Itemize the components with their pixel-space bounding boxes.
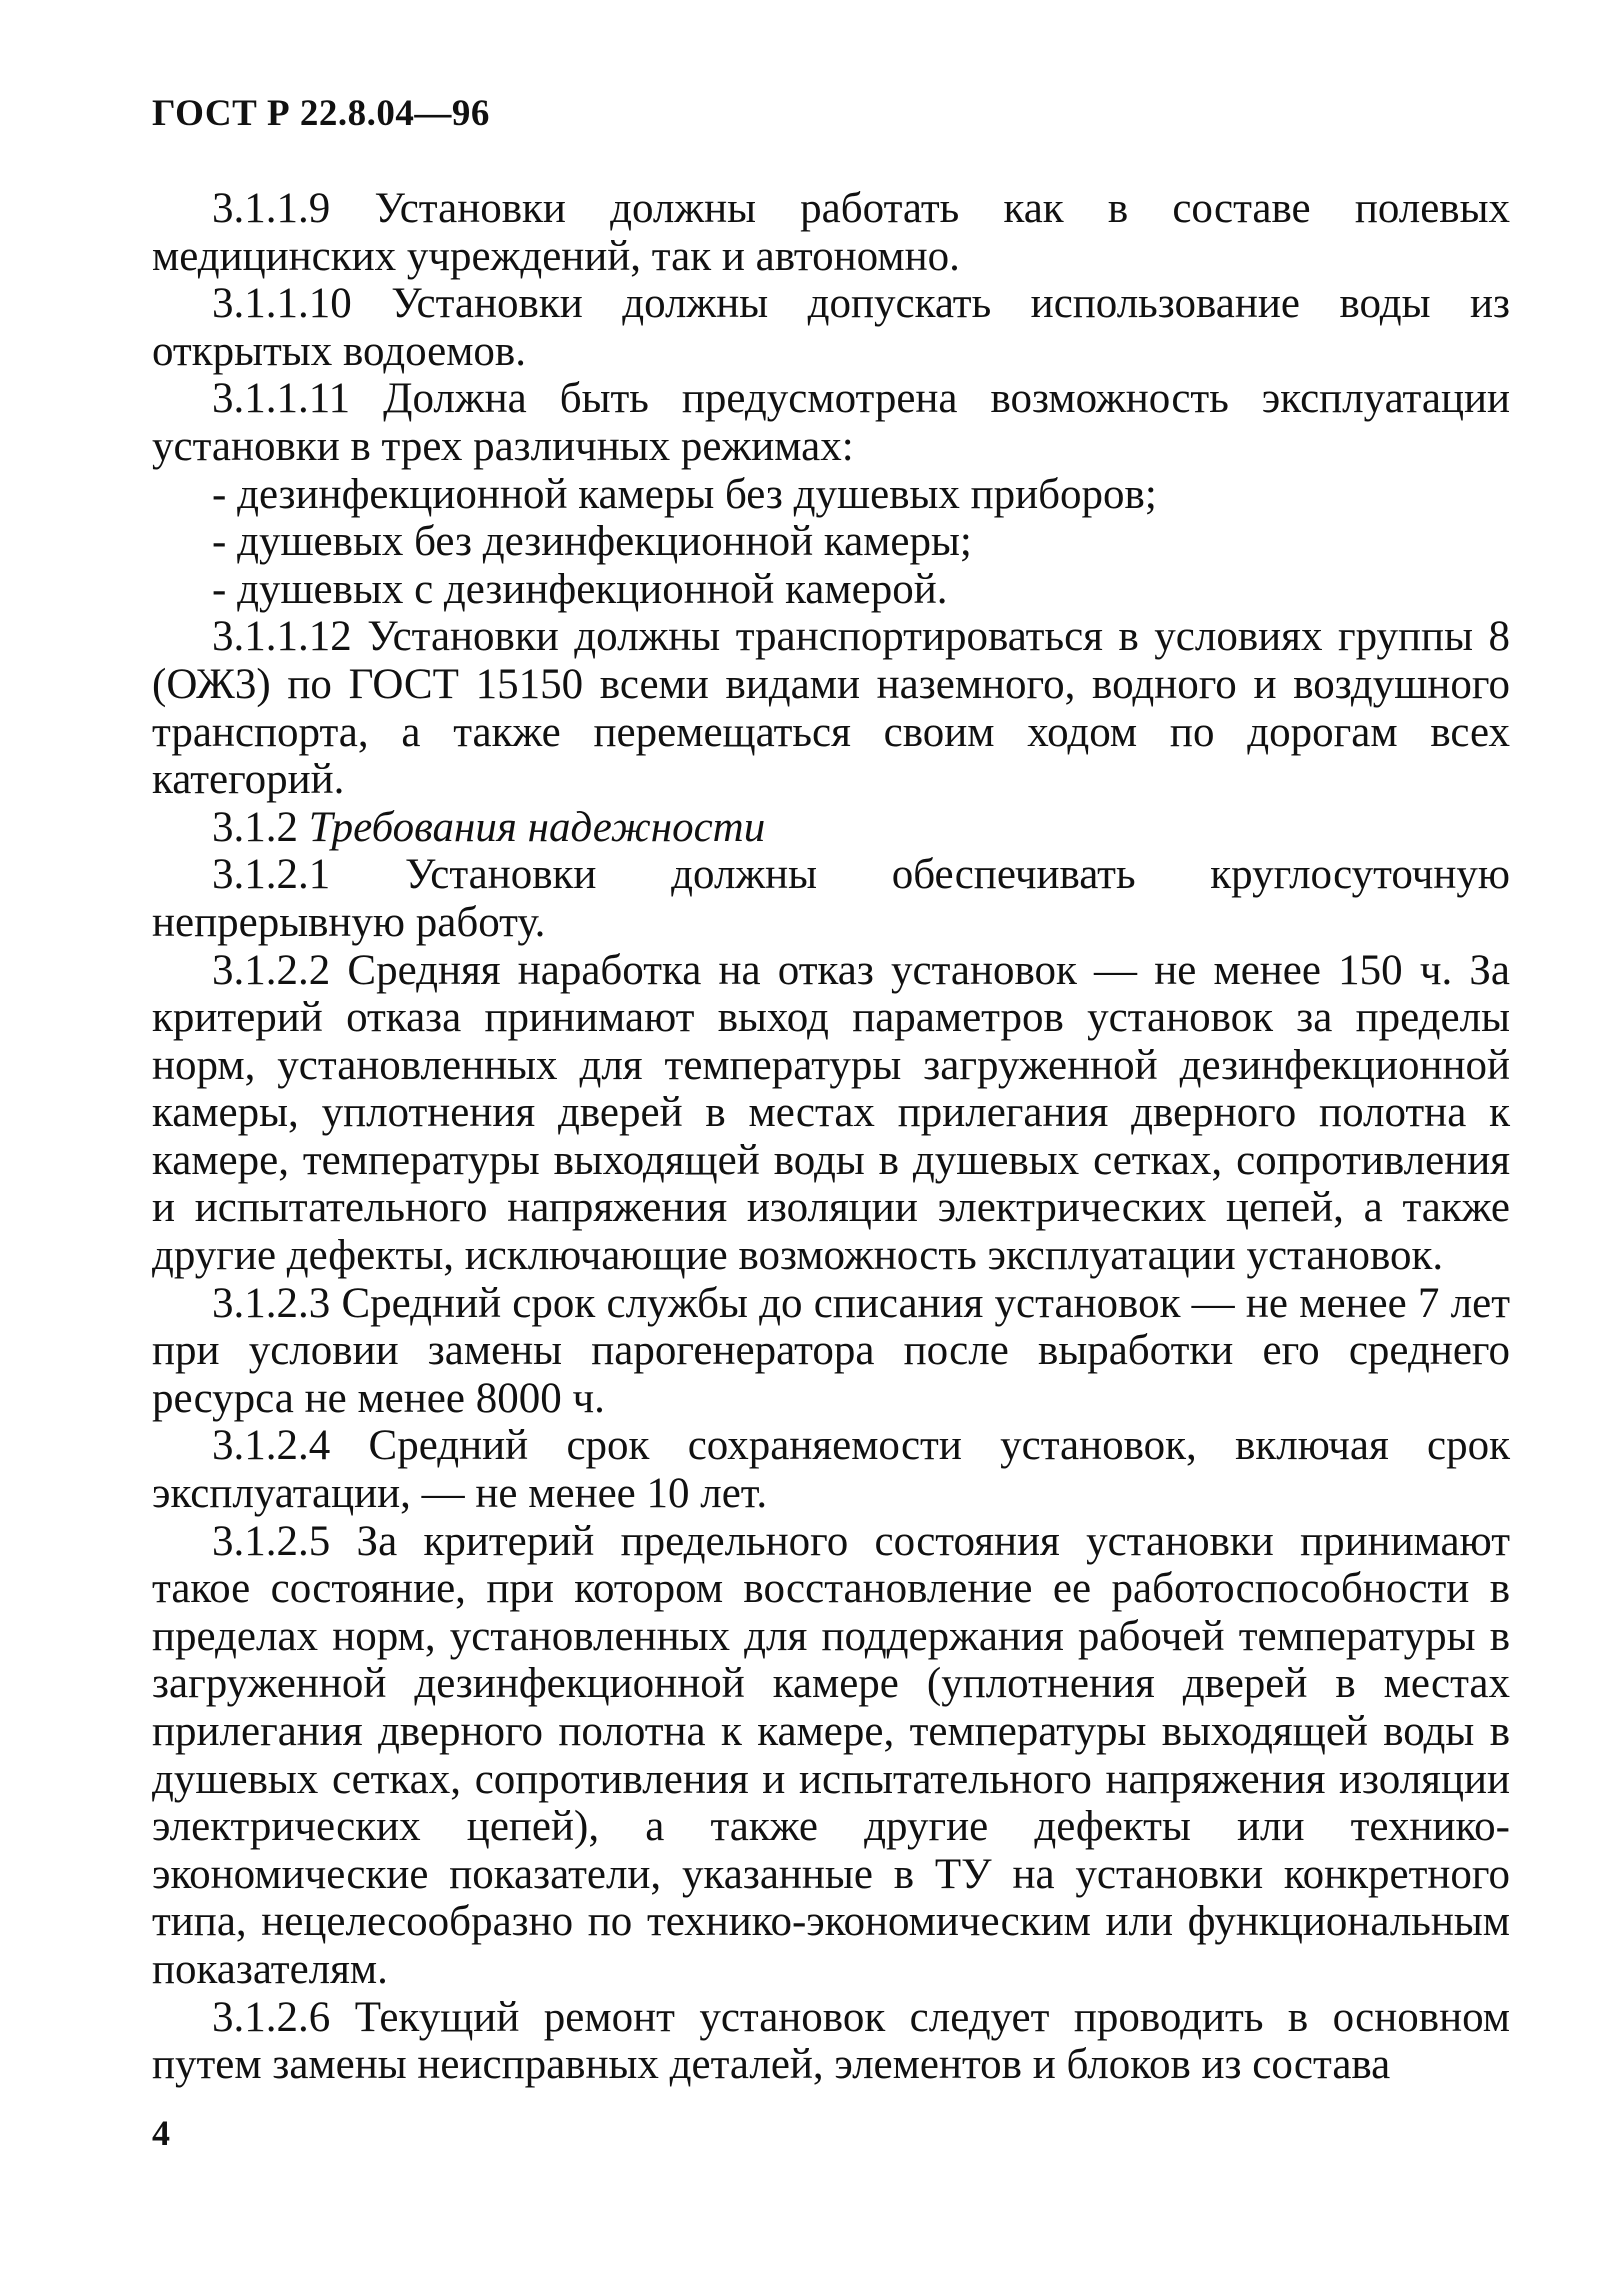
document-header: ГОСТ Р 22.8.04—96 [152, 93, 490, 134]
page-number: 4 [152, 2113, 170, 2153]
paragraph-3-1-1-9: 3.1.1.9 Установки должны работать как в составе полевых медицинских учреждений, так и автономно. [152, 185, 1510, 280]
list-item-mode-3: - душевых с дезинфекционной камерой. [212, 565, 948, 613]
document-body [152, 185, 1510, 2089]
paragraph-3-1-2-2: 3.1.2.2 Средняя наработка на отказ установок — не менее 150 ч. За критерий отказа принимают выход параметров установок за пределы норм, установленных для температуры загруженной дезинфекционной камеры, уплотнения дверей в местах прилегания дверного полотна к камере, температуры выходящей воды в душевых сетках, сопротивления и испытательного напряжения изоляции электрических цепей, а также другие дефекты, исключающие возможность эксплуатации установок. [152, 946, 1510, 1280]
paragraph-3-1-2-3: 3.1.2.3 Средний срок службы до списания установок — не менее 7 лет при условии замены парогенератора после выработки его среднего ресурса не менее 8000 ч. [152, 1279, 1510, 1422]
paragraph-3-1-1-12: 3.1.1.12 Установки должны транспортироваться в условиях группы 8 (ОЖ3) по ГОСТ 15150 всеми видами наземного, водного и воздушного транспорта, а также перемещаться своим ходом по дорогам всех категорий. [152, 613, 1510, 804]
paragraph-3-1-2-5: 3.1.2.5 За критерий предельного состояния установки принимают такое состояние, при котором восстановление ее работоспособности в пределах норм, установленных для поддержания рабочей температуры в загруженной дезинфекционной камере (уплотнения дверей в местах прилегания дверного полотна к камере, температуры выходящей воды в душевых сетках, сопротивления и испытательного напряжения изоляции электрических цепей), а также другие дефекты или технико-экономические показатели, указанные в ТУ на установки конкретного типа, нецелесообразно по технико-экономическим или функциональным показателям. [152, 1517, 1510, 1993]
list-item-mode-2: - душевых без дезинфекционной камеры; [212, 518, 972, 566]
paragraph-3-1-2-4: 3.1.2.4 Средний срок сохраняемости установок, включая срок эксплуатации, — не менее 10 лет. [152, 1422, 1510, 1518]
section-heading-3-1-2 [152, 804, 1510, 852]
paragraph-3-1-1-10: 3.1.1.10 Установки должны допускать использование воды из открытых водоемов. [152, 280, 1510, 375]
paragraph-3-1-1-11: 3.1.1.11 Должна быть предусмотрена возможность эксплуатации установки в трех различных режимах: [152, 375, 1510, 470]
section-heading-title: Требования надежности [308, 803, 766, 851]
paragraph-3-1-2-1: 3.1.2.1 Установки должны обеспечивать круглосуточную непрерывную работу. [152, 851, 1510, 946]
section-heading-number: 3.1.2 [212, 803, 298, 851]
list-item-mode-1: - дезинфекционной камеры без душевых приборов; [212, 470, 1157, 518]
paragraph-3-1-2-6: 3.1.2.6 Текущий ремонт установок следует проводить в основном путем замены неисправных деталей, элементов и блоков из состава [152, 1993, 1510, 2089]
